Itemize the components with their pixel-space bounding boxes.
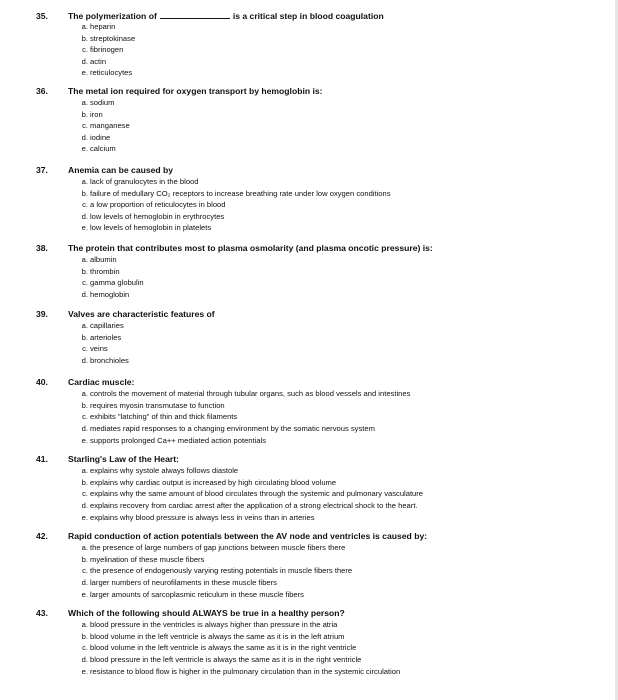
option-text: myelination of these muscle fibers bbox=[90, 554, 205, 564]
option-letter: b. bbox=[81, 266, 88, 276]
option-letter: d. bbox=[81, 424, 88, 434]
answer-option bbox=[81, 543, 346, 553]
question-stem bbox=[36, 165, 173, 176]
question-text-before-blank: The polymerization of bbox=[68, 11, 157, 21]
answer-option bbox=[82, 278, 144, 288]
option-letter: d. bbox=[81, 578, 88, 588]
option-letter: b. bbox=[81, 332, 88, 342]
answer-option bbox=[81, 177, 199, 187]
option-text: explains why the same amount of blood circulates through the systemic and pulmonary vasculature bbox=[90, 489, 424, 499]
option-text: explains why blood pressure is always less in veins than in arteries bbox=[90, 512, 315, 522]
question-text: Valves are characteristic features of bbox=[68, 309, 215, 319]
option-text: low levels of hemoglobin in platelets bbox=[90, 223, 212, 232]
option-text: resistance to blood flow is higher in the pulmonary circulation than in the systemic circulation bbox=[90, 666, 401, 676]
option-text: gamma globulin bbox=[90, 278, 144, 287]
option-text: low levels of hemoglobin in erythrocytes bbox=[90, 211, 225, 221]
option-letter: d. bbox=[81, 355, 88, 365]
answer-option bbox=[81, 655, 362, 665]
answer-option bbox=[81, 56, 107, 67]
option-text: streptokinase bbox=[90, 33, 136, 43]
answer-option bbox=[82, 489, 424, 499]
option-letter: c. bbox=[82, 344, 88, 353]
answer-option bbox=[81, 332, 122, 343]
option-letter: d. bbox=[81, 56, 88, 66]
option-letter: e. bbox=[81, 589, 88, 599]
option-letter: d. bbox=[81, 132, 88, 142]
answer-option bbox=[81, 109, 103, 120]
option-letter: a. bbox=[81, 543, 88, 552]
option-text: the presence of endogenously varying resting potentials in muscle fibers there bbox=[90, 566, 353, 576]
question-stem bbox=[36, 531, 427, 542]
question-text: Anemia can be caused by bbox=[68, 165, 174, 175]
option-letter: d. bbox=[81, 211, 88, 221]
option-letter: c. bbox=[82, 412, 88, 422]
option-letter: a. bbox=[81, 389, 88, 398]
option-text: the presence of large numbers of gap junctions between muscle fibers there bbox=[90, 543, 346, 552]
option-letter: e. bbox=[81, 223, 88, 232]
question-stem bbox=[36, 10, 384, 22]
option-letter: b. bbox=[81, 33, 88, 43]
option-letter: b. bbox=[81, 554, 88, 564]
option-text: veins bbox=[90, 344, 108, 353]
option-text: sodium bbox=[90, 98, 115, 107]
option-text: iodine bbox=[90, 132, 111, 142]
answer-option bbox=[82, 45, 124, 55]
option-text: fibrinogen bbox=[90, 45, 124, 54]
question-text: Which of the following should ALWAYS be true in a healthy person? bbox=[68, 608, 345, 618]
question-stem bbox=[36, 86, 323, 97]
answer-option bbox=[81, 144, 116, 154]
question-stem bbox=[36, 608, 345, 619]
option-letter: e. bbox=[81, 144, 88, 153]
option-letter: d. bbox=[81, 501, 88, 511]
option-letter: e. bbox=[81, 666, 88, 676]
answer-option bbox=[82, 344, 108, 354]
question-number: 39. bbox=[36, 309, 48, 319]
option-letter: b. bbox=[81, 477, 88, 487]
option-text: actin bbox=[90, 56, 107, 66]
option-letter: b. bbox=[81, 631, 88, 641]
option-letter: c. bbox=[82, 200, 88, 209]
option-letter: d. bbox=[81, 289, 88, 299]
answer-option bbox=[81, 68, 133, 78]
answer-option bbox=[81, 98, 115, 108]
option-letter: a. bbox=[81, 255, 88, 264]
answer-option bbox=[81, 435, 267, 446]
option-text: explains recovery from cardiac arrest after the application of a strong electrical shock to the heart. bbox=[90, 501, 418, 511]
option-letter: c. bbox=[82, 643, 88, 653]
question-number: 41. bbox=[36, 454, 48, 464]
question-number: 35. bbox=[36, 11, 48, 21]
option-text: explains why systole always follows diastole bbox=[90, 466, 239, 475]
option-text: failure of medullary CO₂ receptors to increase breathing rate under low oxygen conditions bbox=[90, 188, 391, 198]
option-letter: c. bbox=[82, 489, 88, 499]
answer-option bbox=[81, 631, 345, 642]
answer-option bbox=[81, 321, 124, 331]
answer-option bbox=[81, 400, 225, 411]
option-letter: b. bbox=[81, 188, 88, 198]
option-text: larger numbers of neurofilaments in these muscle fibers bbox=[90, 578, 277, 588]
answer-option bbox=[81, 620, 338, 630]
question-stem bbox=[36, 309, 215, 320]
question-text-after-blank: is a critical step in blood coagulation bbox=[232, 11, 384, 21]
option-text: supports prolonged Ca++ mediated action potentials bbox=[90, 435, 267, 445]
answer-option bbox=[81, 501, 418, 511]
answer-option bbox=[81, 666, 401, 677]
answer-option bbox=[81, 554, 205, 565]
answer-option bbox=[82, 566, 353, 576]
option-letter: e. bbox=[81, 435, 88, 445]
option-letter: a. bbox=[81, 22, 88, 31]
option-text: larger amounts of sarcoplasmic reticulum in these muscle fibers bbox=[90, 589, 304, 599]
option-letter: a. bbox=[81, 466, 88, 475]
question-text: The protein that contributes most to plasma osmolarity (and plasma oncotic pressure) is: bbox=[68, 243, 433, 253]
question-number: 38. bbox=[36, 243, 48, 253]
answer-option bbox=[81, 389, 411, 399]
option-letter: d. bbox=[81, 655, 88, 665]
option-text: lack of granulocytes in the blood bbox=[90, 177, 199, 186]
question-stem bbox=[36, 377, 134, 388]
option-text: manganese bbox=[90, 121, 130, 130]
answer-option bbox=[81, 211, 225, 222]
option-letter: c. bbox=[82, 45, 88, 54]
question-stem bbox=[36, 454, 179, 465]
answer-option bbox=[81, 578, 277, 588]
option-letter: e. bbox=[81, 512, 88, 522]
answer-option bbox=[81, 355, 129, 366]
question-number: 42. bbox=[36, 531, 48, 541]
option-text: exhibits "latching" of thin and thick filaments bbox=[90, 412, 238, 422]
answer-option bbox=[81, 132, 111, 143]
answer-option bbox=[81, 289, 130, 300]
option-text: blood volume in the left ventricle is always the same as it is in the left atrium bbox=[90, 631, 345, 641]
option-text: hemoglobin bbox=[90, 289, 130, 299]
option-letter: a. bbox=[81, 321, 88, 330]
question-stem bbox=[36, 243, 433, 254]
option-text: capillaries bbox=[90, 321, 124, 330]
option-letter: a. bbox=[81, 177, 88, 186]
option-letter: c. bbox=[82, 121, 88, 130]
option-letter: c. bbox=[82, 278, 88, 287]
option-text: iron bbox=[90, 109, 103, 119]
option-text: mediates rapid responses to a changing environment by the somatic nervous system bbox=[90, 424, 375, 434]
question-text: Rapid conduction of action potentials between the AV node and ventricles is caused by: bbox=[68, 531, 428, 541]
option-letter: b. bbox=[81, 400, 88, 410]
answer-option bbox=[82, 200, 226, 210]
option-letter: a. bbox=[81, 620, 88, 629]
option-text: blood volume in the left ventricle is always the same as it is in the right ventricle bbox=[90, 643, 357, 653]
question-number: 37. bbox=[36, 165, 48, 175]
option-text: bronchioles bbox=[90, 355, 129, 365]
option-letter: b. bbox=[81, 109, 88, 119]
answer-option bbox=[81, 266, 120, 277]
option-letter: e. bbox=[81, 68, 88, 77]
answer-option bbox=[81, 22, 116, 32]
option-text: reticulocytes bbox=[90, 68, 133, 77]
answer-option bbox=[82, 121, 130, 131]
option-text: calcium bbox=[90, 144, 116, 153]
answer-option bbox=[81, 424, 375, 434]
answer-option bbox=[81, 512, 315, 523]
option-text: a low proportion of reticulocytes in blood bbox=[90, 200, 226, 209]
option-letter: a. bbox=[81, 98, 88, 107]
option-text: requires myosin transmutase to function bbox=[90, 400, 225, 410]
answer-option bbox=[82, 643, 357, 653]
question-number: 43. bbox=[36, 608, 48, 618]
option-text: blood pressure in the left ventricle is always the same as it is in the right ventricle bbox=[90, 655, 362, 665]
answer-option bbox=[81, 589, 304, 600]
answer-option bbox=[82, 412, 238, 422]
option-text: blood pressure in the ventricles is always higher than pressure in the atria bbox=[90, 620, 338, 629]
option-text: explains why cardiac output is increased by high circulating blood volume bbox=[90, 477, 337, 487]
answer-option bbox=[81, 33, 136, 44]
question-text: The metal ion required for oxygen transport by hemoglobin is: bbox=[68, 86, 323, 96]
question-number: 36. bbox=[36, 86, 48, 96]
option-text: thrombin bbox=[90, 266, 120, 276]
option-text: albumin bbox=[90, 255, 117, 264]
option-text: arterioles bbox=[90, 332, 122, 342]
option-text: controls the movement of material through tubular organs, such as blood vessels and intestines bbox=[90, 389, 411, 398]
option-text: heparin bbox=[90, 22, 116, 31]
answer-option bbox=[81, 223, 212, 233]
option-letter: c. bbox=[82, 566, 88, 576]
question-text: Cardiac muscle: bbox=[68, 377, 135, 387]
answer-option bbox=[81, 477, 337, 488]
answer-option bbox=[81, 466, 239, 476]
answer-option bbox=[81, 188, 391, 199]
fill-in-blank bbox=[160, 10, 230, 19]
question-text: Starling's Law of the Heart: bbox=[68, 454, 179, 464]
answer-option bbox=[81, 255, 117, 265]
question-number: 40. bbox=[36, 377, 48, 387]
